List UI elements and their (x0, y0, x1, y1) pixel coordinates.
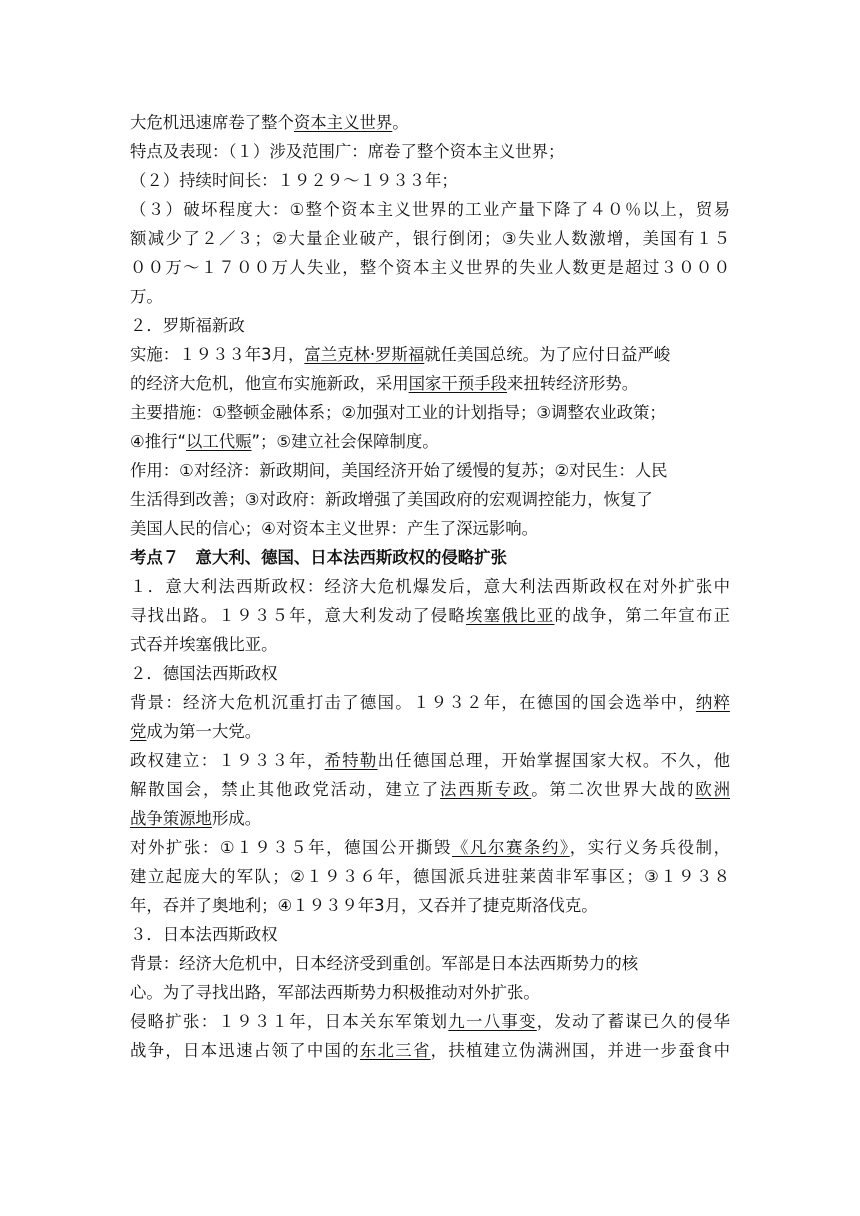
underlined-term: 埃塞俄比亚 (466, 606, 555, 625)
text-line (130, 195, 730, 224)
underlined-term: 《凡尔赛条约》 (452, 838, 570, 857)
text-segment: 心。为了寻找出路，军部法西斯势力积极推动对外扩张。 (130, 983, 540, 1002)
text-line (130, 862, 730, 891)
text-segment: 特点及表现：（１）涉及范围广：席卷了整个资本主义世界； (130, 142, 565, 161)
text-segment: 背景：经济大危机沉重打击了德国。１９３２年，在德国的国会选举中， (130, 693, 696, 712)
text-segment: 的战争，第二年宣布正 (554, 606, 731, 625)
text-line (130, 920, 730, 949)
text-line (130, 108, 730, 137)
text-segment: （３）破坏程度大：①整个资本主义世界的工业产量下降了４０％以上，贸易 (130, 200, 730, 219)
text-segment: 生活得到改善；③对政府：新政增强了美国政府的宏观调控能力，恢复了 (130, 490, 653, 509)
text-segment: ，扶植建立伪满洲国，并进一步蚕食中 (430, 1041, 731, 1060)
text-line (130, 572, 730, 601)
document-body (130, 108, 730, 1065)
text-line (130, 166, 730, 195)
text-line (130, 833, 730, 862)
text-segment: ００万～１７００万人失业，整个资本主义世界的失业人数更是超过３０００ (130, 258, 730, 277)
text-line (130, 427, 730, 456)
text-line (130, 514, 730, 543)
underlined-term: 欧洲 (695, 780, 731, 799)
underlined-term: 战争策源地 (130, 809, 212, 828)
text-segment: 式吞并埃塞俄比亚。 (130, 635, 278, 654)
text-line (130, 224, 730, 253)
text-segment: 出任德国总理，开始掌握国家大权。不久，他 (377, 751, 731, 770)
text-segment: １．意大利法西斯政权：经济大危机爆发后，意大利法西斯政权在对外扩张中 (130, 577, 730, 596)
text-segment: 万。 (130, 287, 163, 306)
text-segment: 政权建立：１９３３年， (130, 751, 325, 770)
text-segment: 。第二次世界大战的 (531, 780, 696, 799)
text-segment: （２）持续时间长：１９２９～１９３３年； (130, 171, 458, 190)
text-line (130, 1036, 730, 1065)
text-line (130, 456, 730, 485)
text-line (130, 949, 730, 978)
underlined-term: 富兰克林·罗斯福 (304, 345, 425, 364)
section-heading (130, 543, 730, 572)
text-line (130, 978, 730, 1007)
text-segment: 解散国会，禁止其他政党活动，建立了 (130, 780, 441, 799)
text-segment: 背景：经济大危机中，日本经济受到重创。军部是日本法西斯势力的核 (130, 954, 639, 973)
text-line (130, 746, 730, 775)
text-line (130, 398, 730, 427)
text-segment: 对外扩张：①１９３５年，德国公开撕毁 (130, 838, 453, 857)
text-segment: ３．日本法西斯政权 (130, 925, 278, 944)
text-line (130, 804, 730, 833)
text-segment: ２．德国法西斯政权 (130, 664, 278, 683)
text-line (130, 369, 730, 398)
text-line (130, 891, 730, 920)
text-line (130, 717, 730, 746)
text-segment: ”；⑤建立社会保障制度。 (251, 432, 439, 451)
underlined-term: 资本主义世界 (293, 113, 393, 132)
text-segment: ，发动了蓄谋已久的侵华 (536, 1012, 731, 1031)
text-line (130, 775, 730, 804)
text-segment: 美国人民的信心；④对资本主义世界：产生了深远影响。 (130, 519, 539, 538)
text-segment: 年，吞并了奥地利；④１９３９年3月，又吞并了捷克斯洛伐克。 (130, 896, 598, 915)
text-segment: 成为第一大党。 (146, 722, 262, 741)
text-line (130, 601, 730, 630)
text-segment: 建立起庞大的军队；②１９３６年，德国派兵进驻莱茵非军事区；③１９３８ (130, 867, 730, 886)
underlined-term: 希特勒 (324, 751, 378, 770)
text-line (130, 282, 730, 311)
text-segment: 考点７ 意大利、德国、日本法西斯政权的侵略扩张 (130, 548, 507, 567)
text-line (130, 137, 730, 166)
text-line (130, 659, 730, 688)
text-segment: ，实行义务兵役制， (569, 838, 730, 857)
text-segment: 来扭转经济形势。 (506, 374, 639, 393)
text-segment: 实施：１９３３年3月， (130, 345, 305, 364)
underlined-term: 国家干预手段 (408, 374, 507, 393)
text-segment: 寻找出路。１９３５年，意大利发动了侵略 (130, 606, 467, 625)
underlined-term: 纳粹 (695, 693, 730, 712)
underlined-term: 九一八事变 (448, 1012, 537, 1031)
text-segment: 的经济大危机，他宣布实施新政，采用 (130, 374, 409, 393)
underlined-term: 东北三省 (359, 1041, 431, 1060)
text-line (130, 253, 730, 282)
text-line (130, 1007, 730, 1036)
text-segment: 作用：①对经济：新政期间，美国经济开始了缓慢的复苏；②对民生：人民 (130, 461, 668, 480)
text-segment: 就任美国总统。为了应付日益严峻 (424, 345, 671, 364)
text-segment: 。 (392, 113, 409, 132)
text-segment: 战争，日本迅速占领了中国的 (130, 1041, 360, 1060)
underlined-term: 以工代赈 (185, 432, 252, 451)
text-line (130, 630, 730, 659)
text-segment: 额减少了２／３；②大量企业破产，银行倒闭；③失业人数激增，美国有１５ (130, 229, 730, 248)
text-segment: 主要措施：①整顿金融体系；②加强对工业的计划指导；③调整农业政策； (130, 403, 666, 422)
text-line (130, 688, 730, 717)
text-line (130, 311, 730, 340)
text-segment: ２．罗斯福新政 (130, 316, 245, 335)
text-line (130, 340, 730, 369)
underlined-term: 党 (130, 722, 147, 741)
text-line (130, 485, 730, 514)
text-segment: 形成。 (211, 809, 262, 828)
text-segment: 侵略扩张：１９３１年，日本关东军策划 (130, 1012, 449, 1031)
text-segment: 大危机迅速席卷了整个 (130, 113, 294, 132)
underlined-term: 法西斯专政 (440, 780, 532, 799)
text-segment: ④推行“ (130, 432, 186, 451)
